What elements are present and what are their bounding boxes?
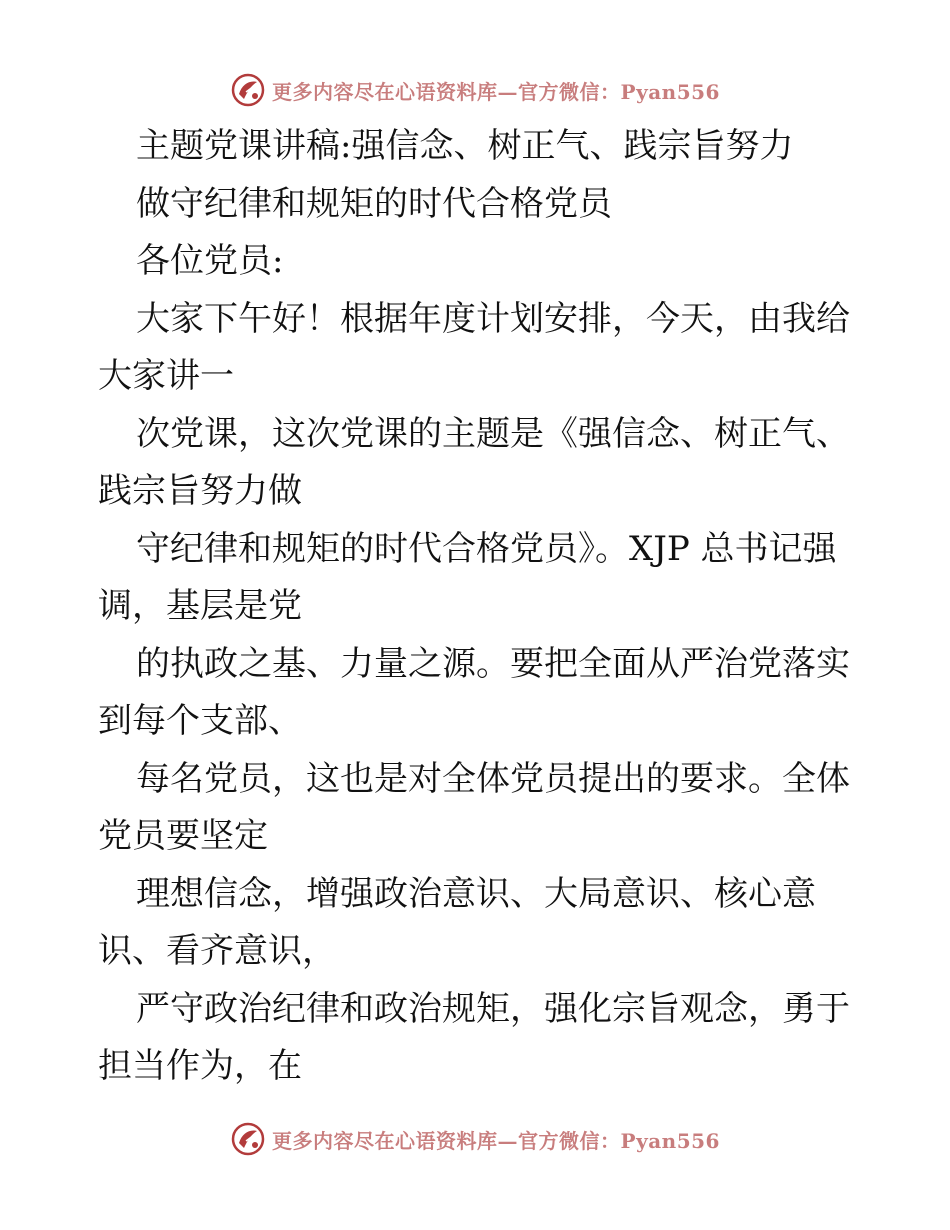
paragraph-line: 理想信念，增强政治意识、大局意识、核心意 — [136, 873, 816, 914]
paragraph-line: 严守政治纪律和政治规矩，强化宗旨观念，勇于 — [136, 988, 850, 1029]
paragraph-line: 的执政之基、力量之源。要把全面从严治党落实 — [136, 643, 850, 684]
red-seal-logo-icon — [230, 72, 266, 108]
footer-banner — [0, 1119, 950, 1159]
footer-banner-text: 更多内容尽在心语资料库—官方微信：Pyan556 — [272, 1128, 720, 1153]
paragraph-line: 大家下午好！根据年度计划安排，今天，由我给 — [136, 298, 850, 339]
header-banner-text: 更多内容尽在心语资料库—官方微信：Pyan556 — [272, 79, 720, 104]
document-title-line-1: 主题党课讲稿:强信念、树正气、践宗旨努力 — [136, 126, 794, 166]
paragraph-line: 次党课，这次党课的主题是《强信念、树正气、 — [136, 413, 850, 454]
paragraph-line: 党员要坚定 — [98, 816, 268, 856]
red-seal-logo-icon — [230, 1121, 266, 1157]
header-banner — [0, 70, 950, 110]
paragraph-line: 担当作为，在 — [98, 1046, 302, 1086]
paragraph-line: 大家讲一 — [98, 356, 234, 396]
paragraph-line: 调，基层是党 — [98, 586, 302, 626]
paragraph-line: 践宗旨努力做 — [98, 471, 302, 511]
document-body — [98, 118, 858, 1096]
salutation-line: 各位党员: — [136, 241, 284, 281]
document-title-line-2: 做守纪律和规矩的时代合格党员 — [136, 183, 612, 224]
paragraph-line: 识、看齐意识， — [98, 931, 336, 971]
footer-banner-content — [230, 1121, 720, 1157]
paragraph-line: 守纪律和规矩的时代合格党员》。XJP 总书记强 — [136, 528, 837, 569]
paragraph-line: 到每个支部、 — [98, 701, 302, 741]
paragraph-line: 每名党员，这也是对全体党员提出的要求。全体 — [136, 758, 850, 799]
header-banner-content — [230, 72, 720, 108]
